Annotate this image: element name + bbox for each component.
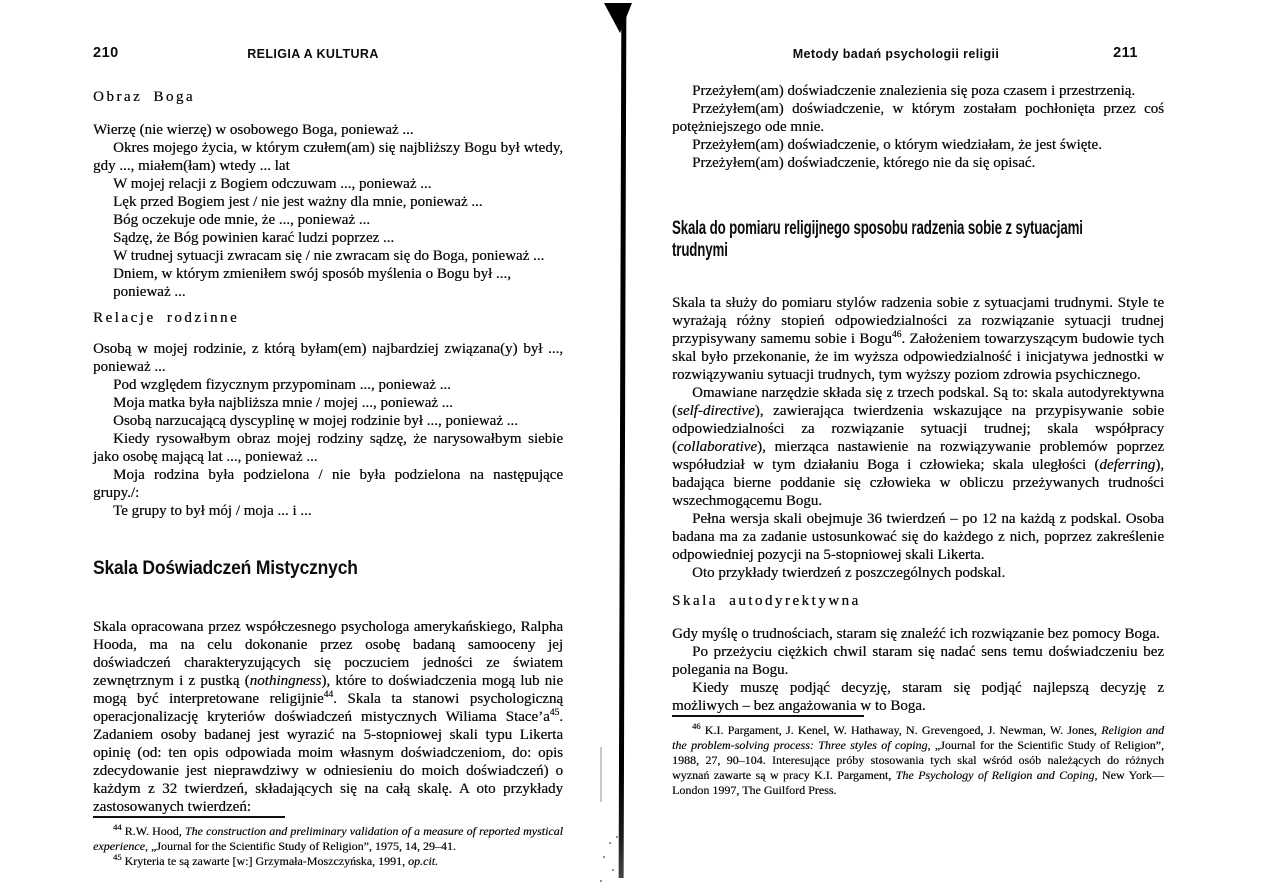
text-run: , „Journal for the Scientific Study of Religion”, 1988, 27, 90–104. Interesujące próby stosowania tych skal wśród osób należących do różnych wyznań zawarte są w pracy K.I. Pargament,: [672, 738, 1164, 782]
footnote-number: 45: [113, 852, 122, 862]
scan-noise-dot: [616, 836, 618, 838]
scan-noise-dot: [609, 842, 611, 844]
text-run: Lęk przed Bogiem jest / nie jest ważny dla mnie, ponieważ ...: [113, 194, 483, 210]
text-run: Omawiane narzędzie składa się z trzech podskal. Są to: skala autodyrektywna (: [672, 385, 1164, 419]
text-run: R.W. Hood,: [124, 824, 185, 838]
scan-noise-dot: [600, 880, 602, 882]
paragraph: [93, 412, 563, 430]
section-heading: Relacje rodzinne: [93, 310, 240, 326]
text-run: ), zawierająca twierdzenia wskazujące na przypisywanie sobie odpowiedzialności za rozwiązanie sytuacji trudnej; skala współpracy (: [672, 403, 1164, 455]
text-run: Moja matka była najbliższa mnie / mojej ..., ponieważ ...: [113, 395, 453, 411]
subsection-heading: [93, 558, 525, 580]
right-page-content: [672, 62, 1164, 798]
right-running-title: Metody badań psychologii religii: [792, 46, 1000, 61]
heading-line: trudnymi: [672, 240, 728, 261]
paragraph: [93, 376, 563, 394]
text-run: . Skala ta stanowi psychologiczną operacjonalizację kryteriów doświadczeń mistycznych Wiliama Stace’a: [93, 691, 563, 725]
text-run: Po przeżyciu ciężkich chwil staram się nadać sens temu doświadczeniu bez polegania na Bogu.: [672, 644, 1164, 678]
text-run: K.I. Pargament, J. Kenel, W. Hathaway, N. Grevengoed, J. Newman, W. Jones,: [704, 723, 1102, 737]
paragraph: [672, 82, 1164, 100]
paragraph: [93, 211, 563, 229]
italic-text-run: The Psychology of Religion and Coping: [895, 768, 1095, 782]
paragraph: [672, 625, 1164, 643]
italic-text-run: The construction and preliminary validation of a measure of reported mystical experience: [93, 824, 563, 853]
text-run: W mojej relacji z Bogiem odczuwam ..., ponieważ ...: [113, 176, 432, 192]
text-run: ponieważ ...: [113, 284, 186, 300]
book-gutter-shadow: [619, 4, 627, 878]
text-run: Oto przykłady twierdzeń z poszczególnych podskal.: [692, 565, 1006, 581]
text-run: Moja rodzina była podzielona / nie była podzielona na następujące grupy./:: [93, 467, 563, 501]
paragraph: [672, 564, 1164, 582]
text-run: Osobą narzucającą dyscyplinę w mojej rodzinie był ..., ponieważ ...: [113, 413, 518, 429]
paragraph: [93, 139, 563, 175]
italic-text-run: op.cit.: [408, 854, 439, 868]
scan-smudge: [600, 747, 602, 802]
left-page-header: [93, 45, 563, 62]
footnote-ref: 45: [549, 708, 560, 718]
text-run: Pod względem fizycznym przypominam ..., ponieważ ...: [113, 377, 451, 393]
left-page-content: [93, 62, 563, 869]
paragraph: [672, 643, 1164, 679]
paragraph: [672, 510, 1164, 564]
left-running-title: RELIGIA A KULTURA: [247, 46, 379, 61]
text-run: Bóg oczekuje ode mnie, że ..., ponieważ ...: [113, 212, 370, 228]
footnote-rule: [93, 816, 285, 818]
text-run: Kiedy rysowałbym obraz mojej rodziny sądzę, że narysowałbym siebie jako osobę mającą lat ..., ponieważ ...: [93, 431, 563, 465]
section-heading: Skala autodyrektywna: [672, 593, 861, 609]
text-run: Kryteria te są zawarte [w:] Grzymała-Moszczyńska, 1991,: [124, 854, 409, 868]
heading-line: Skala Doświadczeń Mistycznych: [93, 558, 358, 579]
paragraph: [93, 193, 563, 211]
text-run: Kiedy muszę podjąć decyzję, staram się podjąć najlepszą decyzję z możliwych – bez angażowania w to Boga.: [672, 680, 1164, 714]
left-page: [93, 45, 563, 868]
text-run: Skala opracowana przez współczesnego psychologa amerykańskiego, Ralpha Hooda, ma na celu dokonanie przez osobę badaną samooceny jej doświadczeń charakteryzujących się poczuciem jedności ze światem zewnętrznym i z pustką (: [93, 619, 563, 689]
paragraph: [93, 121, 563, 139]
text-run: ), które to doświadczenia mogą lub nie mogą być interpretowane religijnie: [93, 673, 563, 707]
footnotes-section: [93, 816, 563, 869]
paragraph: [672, 100, 1164, 136]
text-run: Wierzę (nie wierzę) w osobowego Boga, ponieważ ...: [93, 122, 414, 138]
footnote: [672, 723, 1164, 798]
scan-noise-dot: [612, 869, 614, 871]
text-run: . Zadaniem osoby badanej jest wyrazić na 5-stopniowej skali typu Likerta opinię (od: ten opis odpowiada moim własnym doświadczeniom, do: opis zdecydowanie jest nieprawdziwy w odniesieniu do moich doświadczeń) o każdym z 32 twierdzeń, składających się na całą skalę. A oto przykłady zastosowanych twierdzeń:: [93, 709, 563, 815]
text-run: Dniem, w którym zmieniłem swój sposób myślenia o Bogu był ...,: [113, 266, 511, 282]
footnotes-section: [672, 715, 1164, 798]
paragraph: [93, 394, 563, 412]
footnote: [93, 824, 563, 854]
paragraph: [93, 430, 563, 466]
footnote-number: 46: [692, 721, 701, 731]
footnote-ref: 44: [323, 690, 334, 700]
paragraph: [93, 466, 563, 502]
text-run: . Założeniem towarzyszącym budowie tych skal było przekonanie, że im wyższa odpowiedzialność i inicjatywa jednostki w rozwiązywaniu sytuacji trudnych, tym wyższy poziom zdrowia psychicznego.: [672, 331, 1164, 383]
text-run: Pełna wersja skali obejmuje 36 twierdzeń – po 12 na każdą z podskal. Osoba badana ma za zadanie ustosunkować się do każdego z nich, poprzez zakreślenie odpowiedniej pozycji na 5-stopniowej skali Likerta.: [672, 511, 1164, 563]
paragraph: [93, 175, 563, 193]
scan-noise-dot: [603, 856, 605, 858]
paragraph: [93, 502, 563, 520]
paragraph: [672, 384, 1164, 510]
footnote-rule: [672, 715, 864, 717]
heading-line: Skala do pomiaru religijnego sposobu radzenia sobie z sytuacjami: [672, 218, 1083, 239]
text-run: ), mierząca nastawienie na rozwiązywanie problemów poprzez współudział w tym działaniu Boga i człowieka; skala uległości (: [672, 439, 1164, 473]
text-run: Skala ta służy do pomiaru stylów radzenia sobie z sytuacjami trudnymi. Style te wyrażają różny stopień odpowiedzialności za rozwiązanie sytuacji trudnej przypisywany samemu sobie i Bogu: [672, 295, 1164, 347]
paragraph: [93, 340, 563, 376]
text-run: Okres mojego życia, w którym czułem(am) się najbliższy Bogu był wtedy, gdy ..., miałem(łam) wtedy ... lat: [93, 140, 563, 174]
right-page-number: 211: [1113, 45, 1138, 61]
footnote-number: 44: [113, 822, 122, 832]
paragraph: [672, 136, 1164, 154]
italic-text-run: collaborative: [677, 439, 757, 455]
text-run: Gdy myślę o trudnościach, staram się znaleźć ich rozwiązanie bez pomocy Boga.: [672, 626, 1160, 642]
paragraph: [672, 679, 1164, 715]
footnote: [93, 854, 563, 869]
text-run: Przeżyłem(am) doświadczenie, którego nie da się opisać.: [692, 155, 1036, 171]
paragraph: [93, 265, 563, 283]
book-gutter-top-shadow: [604, 3, 632, 33]
text-run: W trudnej sytuacji zwracam się / nie zwracam się do Boga, ponieważ ...: [113, 248, 545, 264]
footnote-ref: 46: [891, 330, 902, 340]
paragraph: [93, 618, 563, 816]
left-page-number: 210: [93, 45, 119, 61]
paragraph: [672, 154, 1164, 172]
text-run: Te grupy to był mój / moja ... i ...: [113, 503, 312, 519]
text-run: Osobą w mojej rodzinie, z którą byłam(em) najbardziej związana(y) był ..., ponieważ ...: [93, 341, 563, 375]
italic-text-run: self-directive: [677, 403, 755, 419]
text-run: , New York––London 1997, The Guilford Press.: [672, 768, 1164, 797]
text-run: Przeżyłem(am) doświadczenie znalezienia się poza czasem i przestrzenią.: [692, 83, 1136, 99]
paragraph: [672, 294, 1164, 384]
paragraph: [93, 247, 563, 265]
right-page-header: [672, 45, 1164, 62]
italic-text-run: deferring: [1099, 457, 1156, 473]
text-run: , „Journal for the Scientific Study of Religion”, 1975, 14, 29–41.: [144, 839, 456, 853]
italic-text-run: Religion and the problem-solving process: Three styles of coping: [672, 723, 1164, 752]
subsection-heading: [672, 218, 1083, 262]
italic-text-run: nothingness: [249, 673, 322, 689]
right-page: [672, 45, 1164, 847]
text-run: Sądzę, że Bóg powinien karać ludzi poprzez ...: [113, 230, 395, 246]
paragraph: [93, 229, 563, 247]
text-run: ), badająca bierne poddanie się człowieka w obliczu przeżywanych trudności wszechmogącemu Bogu.: [672, 457, 1164, 509]
section-heading: Obraz Boga: [93, 89, 196, 105]
paragraph: [93, 283, 563, 301]
text-run: Przeżyłem(am) doświadczenie, o którym wiedziałam, że jest święte.: [692, 137, 1102, 153]
text-run: Przeżyłem(am) doświadczenie, w którym zostałam pochłonięta przez coś potężniejszego ode mnie.: [672, 101, 1164, 135]
